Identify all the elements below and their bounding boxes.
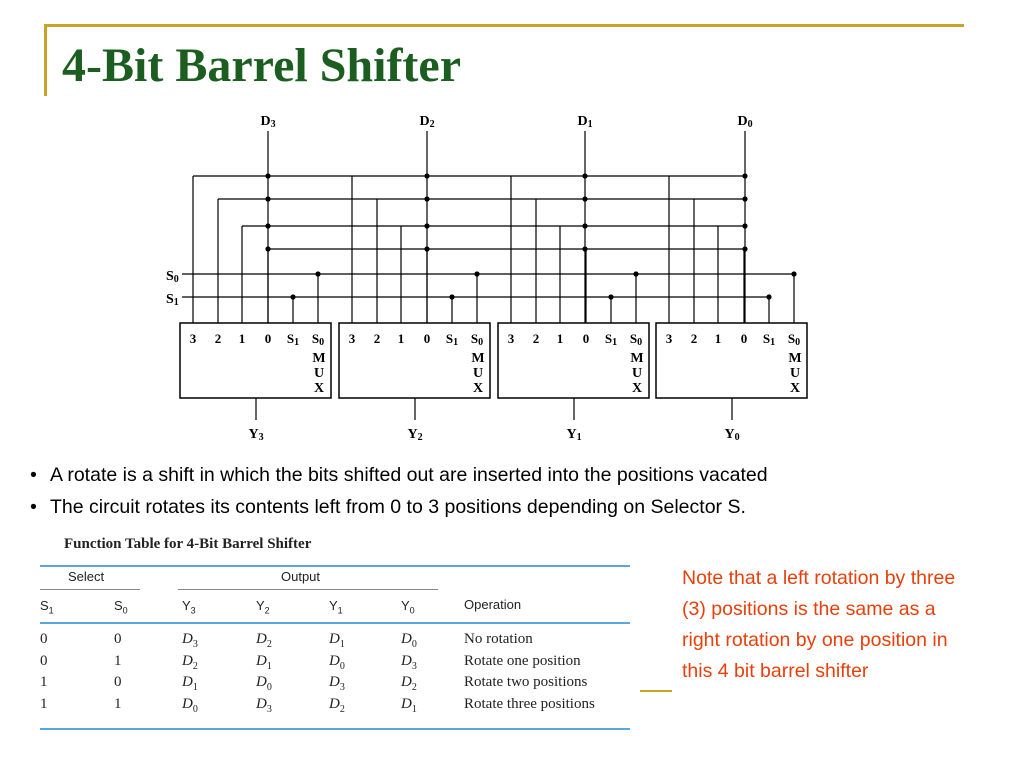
note-connector (640, 690, 672, 692)
input-label-d1: D1 (577, 114, 593, 130)
mux-label-letter: U (472, 366, 484, 381)
output-label-y0: Y0 (724, 427, 740, 443)
mux-pin-label: S1 (604, 331, 618, 348)
mux-box (656, 323, 807, 398)
table-cell-y0: $D_2$ (401, 674, 417, 693)
mux-pin-label: 1 (397, 331, 405, 346)
rotation-note: Note that a left rotation by three (3) positions is the same as a right rotation by one position in this 4 bit barrel shifter (682, 567, 956, 682)
bullet-text: The circuit rotates its contents left from 0 to 3 positions depending on Selector S. (50, 496, 746, 518)
output-label-y1: Y1 (566, 427, 582, 443)
table-cell-y1: $D_0$ (329, 652, 345, 672)
mux-pin-label: S1 (445, 331, 459, 348)
table-cell-y1: $D_2$ (329, 695, 345, 715)
table-rule-top (40, 565, 630, 567)
input-label-d2: D2 (419, 114, 435, 130)
output-label-y2: Y2 (407, 427, 423, 443)
column-header: $Y_3$ (182, 598, 196, 616)
bullet-dot: • (30, 464, 37, 486)
mux-box (180, 323, 331, 398)
bullet-dot: • (30, 496, 37, 518)
table-cell-s0: 0 (114, 631, 122, 647)
mux-pin-label: S0 (311, 331, 325, 348)
table-cell-y0: $D_1$ (401, 695, 417, 715)
table-rule-header (40, 622, 630, 624)
mux-label-letter: X (313, 381, 325, 396)
mux-label-letter: X (789, 381, 801, 396)
mux-label-letter: X (472, 381, 484, 396)
column-header: $S_0$ (114, 598, 128, 616)
mux-pin-label: 2 (532, 331, 540, 346)
select-label-s0: S0 (166, 269, 179, 285)
bullet-list (30, 459, 768, 523)
mux-label-letter: U (313, 366, 325, 381)
column-header: $Y_1$ (329, 598, 343, 616)
mux-pin-label: 3 (189, 331, 197, 346)
output-group-header: Output (281, 569, 321, 584)
mux-pin-label: S0 (787, 331, 801, 348)
table-cell-s0: 1 (114, 652, 122, 669)
select-group-underline (40, 589, 140, 590)
mux-label-letter: U (631, 366, 643, 381)
table-cell-op: Rotate three positions (464, 695, 595, 712)
column-header: $S_1$ (40, 598, 54, 616)
bullet-item (30, 459, 768, 491)
mux-box (339, 323, 490, 398)
table-cell-y2: $D_3$ (256, 695, 272, 715)
mux-label-letter: U (789, 366, 801, 381)
mux-pin-label: 0 (264, 331, 272, 346)
column-header: $Y_2$ (256, 598, 270, 616)
mux-pin-label: 2 (214, 331, 222, 346)
mux-box (498, 323, 649, 398)
mux-pin-label: 0 (423, 331, 431, 346)
table-cell-s1: 0 (40, 652, 48, 669)
mux-pin-label: 2 (690, 331, 698, 346)
mux-pin-label: 1 (556, 331, 564, 346)
mux-label-letter: M (312, 351, 326, 366)
bullet-item (30, 491, 768, 523)
mux-pin-label: S0 (470, 331, 484, 348)
column-header: $Y_0$ (401, 598, 415, 616)
mux-pin-label: 0 (582, 331, 590, 346)
mux-pin-label: 1 (714, 331, 722, 346)
input-label-d3: D3 (260, 114, 276, 130)
mux-pin-label: 1 (238, 331, 246, 346)
mux-label-letter: X (631, 381, 643, 396)
mux-pin-label: 3 (348, 331, 356, 346)
table-cell-y1: $D_3$ (329, 674, 345, 693)
column-header: Operation (464, 597, 522, 612)
mux-pin-label: S1 (762, 331, 776, 348)
slide-title: 4-Bit Barrel Shifter (62, 39, 462, 92)
table-cell-s1: 0 (40, 631, 48, 647)
table-cell-y0: $D_0$ (401, 631, 417, 650)
table-cell-op: Rotate two positions (464, 674, 588, 690)
mux-label-letter: M (471, 351, 485, 366)
table-cell-s1: 1 (40, 695, 48, 712)
table-cell-y1: $D_1$ (329, 631, 345, 650)
table-rule-bottom (40, 728, 630, 730)
select-group-header: Select (68, 569, 105, 584)
table-cell-s0: 0 (114, 674, 122, 690)
mux-pin-label: 0 (740, 331, 748, 346)
mux-label-letter: M (630, 351, 644, 366)
table-cell-y3: $D_0$ (182, 695, 198, 715)
mux-pin-label: 3 (665, 331, 673, 346)
table-cell-y2: $D_0$ (256, 674, 272, 693)
table-cell-s1: 1 (40, 674, 48, 690)
bullet-text: A rotate is a shift in which the bits shifted out are inserted into the positions vacated (50, 464, 768, 486)
mux-pin-label: S0 (629, 331, 643, 348)
output-group-underline (178, 589, 438, 590)
mux-pin-label: 3 (507, 331, 515, 346)
mux-pin-label: S1 (286, 331, 300, 348)
table-cell-op: Rotate one position (464, 652, 581, 669)
table-cell-y2: $D_2$ (256, 631, 272, 650)
function-table-title: Function Table for 4-Bit Barrel Shifter (64, 536, 312, 552)
output-label-y3: Y3 (248, 427, 264, 443)
table-cell-y2: $D_1$ (256, 652, 272, 672)
mux-pin-label: 2 (373, 331, 381, 346)
table-cell-y3: $D_2$ (182, 652, 198, 672)
mux-label-letter: M (788, 351, 802, 366)
table-cell-y3: $D_1$ (182, 674, 198, 693)
input-label-d0: D0 (737, 114, 753, 130)
select-label-s1: S1 (166, 292, 179, 308)
table-cell-y3: $D_3$ (182, 631, 198, 650)
table-cell-y0: $D_3$ (401, 652, 417, 672)
table-cell-op: No rotation (464, 631, 533, 647)
table-cell-s0: 1 (114, 695, 122, 712)
